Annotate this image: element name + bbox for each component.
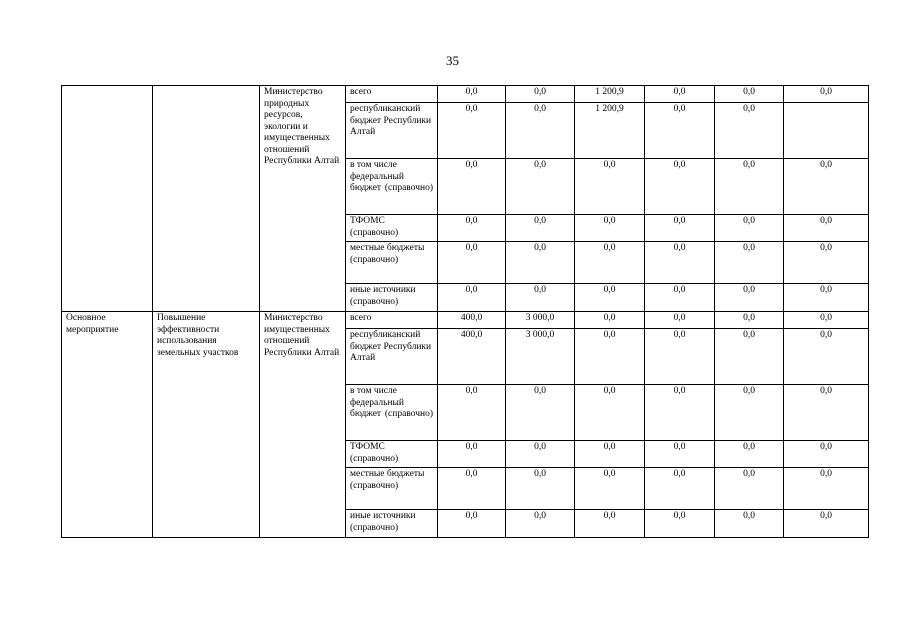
funding-source-cell: иные источники (справочно) [346,284,438,312]
event-type-cell: Основное мероприятие [62,312,153,538]
funding-source-cell: ТФОМС (справочно) [346,441,438,468]
amount-cell: 0,0 [715,441,784,468]
amount-cell: 3 000,0 [506,312,575,329]
amount-cell: 0,0 [438,441,506,468]
amount-cell: 0,0 [715,284,784,312]
amount-cell: 0,0 [715,86,784,103]
amount-cell: 0,0 [575,284,645,312]
amount-cell: 0,0 [645,385,715,441]
amount-cell: 0,0 [715,385,784,441]
funding-source-cell: всего [346,86,438,103]
funding-source-cell: местные бюджеты (справочно) [346,242,438,284]
amount-cell: 0,0 [715,242,784,284]
amount-cell: 0,0 [575,329,645,385]
amount-cell: 0,0 [506,242,575,284]
amount-cell: 1 200,9 [575,103,645,159]
amount-cell: 0,0 [715,468,784,510]
amount-cell: 0,0 [715,215,784,242]
amount-cell: 0,0 [438,284,506,312]
funding-source-cell: республиканский бюджет Республики Алтай [346,103,438,159]
amount-cell: 0,0 [645,329,715,385]
amount-cell: 0,0 [438,215,506,242]
amount-cell: 0,0 [506,159,575,215]
amount-cell: 0,0 [438,242,506,284]
amount-cell: 0,0 [438,468,506,510]
funding-source-cell: в том числе федеральный бюджет (справочно) [346,385,438,441]
amount-cell: 0,0 [506,385,575,441]
amount-cell: 0,0 [715,312,784,329]
amount-cell: 1 200,9 [575,86,645,103]
funding-source-cell: республиканский бюджет Республики Алтай [346,329,438,385]
amount-cell: 0,0 [506,86,575,103]
amount-cell: 400,0 [438,312,506,329]
amount-cell: 0,0 [784,242,869,284]
amount-cell: 0,0 [715,103,784,159]
amount-cell: 0,0 [506,103,575,159]
amount-cell: 0,0 [715,159,784,215]
amount-cell: 0,0 [575,510,645,538]
amount-cell: 0,0 [506,215,575,242]
executor-cell: Министерство имущественных отношений Республики Алтай [260,312,346,538]
amount-cell: 0,0 [438,86,506,103]
amount-cell: 0,0 [645,242,715,284]
funding-table [61,85,869,538]
page-number: 35 [446,53,459,68]
amount-cell: 0,0 [438,385,506,441]
amount-cell: 0,0 [645,312,715,329]
amount-cell: 0,0 [575,312,645,329]
amount-cell: 0,0 [784,441,869,468]
funding-source-cell: в том числе федеральный бюджет (справочно) [346,159,438,215]
amount-cell: 0,0 [645,215,715,242]
amount-cell: 0,0 [784,510,869,538]
amount-cell: 0,0 [438,510,506,538]
amount-cell: 0,0 [506,284,575,312]
funding-source-cell: местные бюджеты (справочно) [346,468,438,510]
table-group [62,312,869,538]
event-name-cell [153,86,260,312]
event-type-cell [62,86,153,312]
amount-cell: 0,0 [784,86,869,103]
table-row [62,312,869,329]
amount-cell: 0,0 [784,468,869,510]
amount-cell: 400,0 [438,329,506,385]
executor-cell: Министерство природных ресурсов, экологии и имущественных отношений Республики Алтай [260,86,346,312]
amount-cell: 0,0 [438,159,506,215]
amount-cell: 0,0 [784,385,869,441]
amount-cell: 0,0 [575,215,645,242]
amount-cell: 0,0 [645,103,715,159]
amount-cell: 3 000,0 [506,329,575,385]
amount-cell: 0,0 [715,329,784,385]
amount-cell: 0,0 [645,441,715,468]
amount-cell: 0,0 [784,215,869,242]
amount-cell: 0,0 [784,329,869,385]
amount-cell: 0,0 [575,242,645,284]
amount-cell: 0,0 [784,312,869,329]
event-name-cell: Повышение эффективности использования земельных участков [153,312,260,538]
amount-cell: 0,0 [645,510,715,538]
amount-cell: 0,0 [575,468,645,510]
amount-cell: 0,0 [784,284,869,312]
amount-cell: 0,0 [645,468,715,510]
funding-source-cell: иные источники (справочно) [346,510,438,538]
amount-cell: 0,0 [506,468,575,510]
amount-cell: 0,0 [575,385,645,441]
amount-cell: 0,0 [784,159,869,215]
amount-cell: 0,0 [506,441,575,468]
amount-cell: 0,0 [645,86,715,103]
amount-cell: 0,0 [715,510,784,538]
amount-cell: 0,0 [575,441,645,468]
amount-cell: 0,0 [645,284,715,312]
table-group [62,86,869,312]
amount-cell: 0,0 [575,159,645,215]
amount-cell [784,103,869,159]
funding-source-cell: ТФОМС (справочно) [346,215,438,242]
funding-source-cell: всего [346,312,438,329]
table-row [62,86,869,103]
amount-cell: 0,0 [506,510,575,538]
amount-cell: 0,0 [645,159,715,215]
amount-cell: 0,0 [438,103,506,159]
